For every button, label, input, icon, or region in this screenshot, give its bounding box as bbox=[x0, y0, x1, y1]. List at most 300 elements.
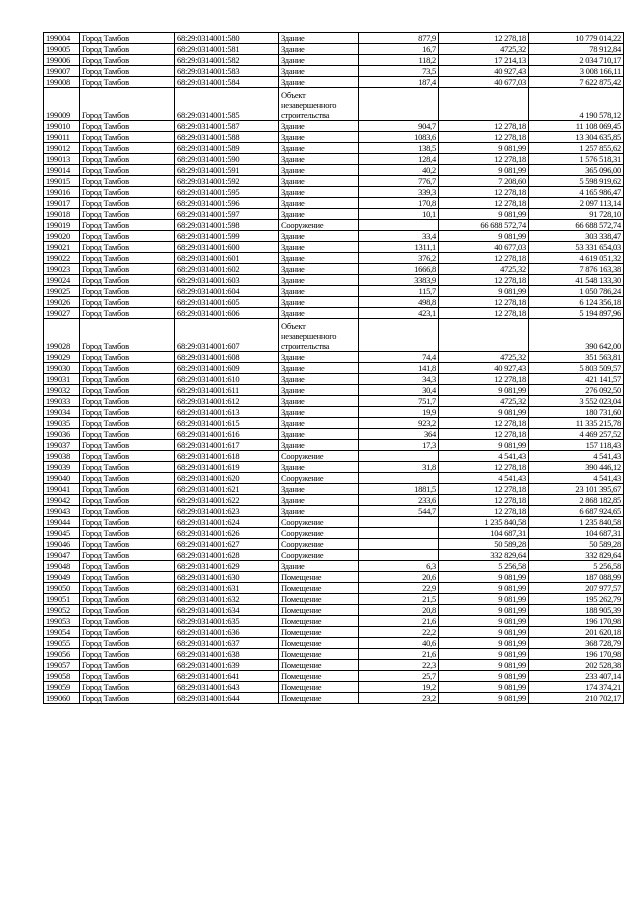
unit-value-cell bbox=[439, 88, 529, 121]
city-cell: Город Тамбов bbox=[80, 682, 175, 693]
cadastral-number-cell: 68:29:0314001:636 bbox=[175, 627, 279, 638]
unit-value-cell: 9 081,99 bbox=[439, 286, 529, 297]
cadastral-number-cell: 68:29:0314001:580 bbox=[175, 33, 279, 44]
table-row bbox=[44, 374, 624, 385]
cadastral-number-cell: 68:29:0314001:581 bbox=[175, 44, 279, 55]
city-cell: Город Тамбов bbox=[80, 660, 175, 671]
table-row bbox=[44, 572, 624, 583]
row-number-cell: 199038 bbox=[44, 451, 80, 462]
row-number-cell: 199033 bbox=[44, 396, 80, 407]
row-number-cell: 199039 bbox=[44, 462, 80, 473]
cadastral-value-cell: 233 407,14 bbox=[529, 671, 624, 682]
area-cell: 1666,8 bbox=[359, 264, 439, 275]
cadastral-number-cell: 68:29:0314001:620 bbox=[175, 473, 279, 484]
area-cell: 19,2 bbox=[359, 682, 439, 693]
object-type-cell: Помещение bbox=[279, 660, 359, 671]
row-number-cell: 199029 bbox=[44, 352, 80, 363]
cadastral-number-cell: 68:29:0314001:631 bbox=[175, 583, 279, 594]
unit-value-cell: 12 278,18 bbox=[439, 429, 529, 440]
table-row bbox=[44, 143, 624, 154]
area-cell: 233,6 bbox=[359, 495, 439, 506]
unit-value-cell: 9 081,99 bbox=[439, 671, 529, 682]
row-number-cell: 199047 bbox=[44, 550, 80, 561]
cadastral-number-cell: 68:29:0314001:602 bbox=[175, 264, 279, 275]
cadastral-value-cell: 195 262,79 bbox=[529, 594, 624, 605]
table-row bbox=[44, 121, 624, 132]
row-number-cell: 199054 bbox=[44, 627, 80, 638]
table-row bbox=[44, 275, 624, 286]
object-type-cell: Сооружение bbox=[279, 473, 359, 484]
city-cell: Город Тамбов bbox=[80, 121, 175, 132]
unit-value-cell: 9 081,99 bbox=[439, 682, 529, 693]
table-row bbox=[44, 407, 624, 418]
table-row bbox=[44, 319, 624, 352]
area-cell bbox=[359, 451, 439, 462]
unit-value-cell: 9 081,99 bbox=[439, 693, 529, 704]
city-cell: Город Тамбов bbox=[80, 407, 175, 418]
city-cell: Город Тамбов bbox=[80, 176, 175, 187]
row-number-cell: 199037 bbox=[44, 440, 80, 451]
cadastral-value-cell: 1 576 518,31 bbox=[529, 154, 624, 165]
cadastral-number-cell: 68:29:0314001:597 bbox=[175, 209, 279, 220]
row-number-cell: 199031 bbox=[44, 374, 80, 385]
cadastral-value-cell: 196 170,98 bbox=[529, 649, 624, 660]
area-cell: 187,4 bbox=[359, 77, 439, 88]
cadastral-value-cell: 6 687 924,65 bbox=[529, 506, 624, 517]
row-number-cell: 199048 bbox=[44, 561, 80, 572]
unit-value-cell: 9 081,99 bbox=[439, 616, 529, 627]
object-type-cell: Объект незавершенного строительства bbox=[279, 88, 359, 121]
cadastral-number-cell: 68:29:0314001:598 bbox=[175, 220, 279, 231]
row-number-cell: 199055 bbox=[44, 638, 80, 649]
row-number-cell: 199018 bbox=[44, 209, 80, 220]
cadastral-value-cell: 104 687,31 bbox=[529, 528, 624, 539]
row-number-cell: 199025 bbox=[44, 286, 80, 297]
unit-value-cell: 12 278,18 bbox=[439, 121, 529, 132]
row-number-cell: 199059 bbox=[44, 682, 80, 693]
object-type-cell: Сооружение bbox=[279, 220, 359, 231]
table-row bbox=[44, 561, 624, 572]
object-type-cell: Здание bbox=[279, 429, 359, 440]
table-row bbox=[44, 33, 624, 44]
row-number-cell: 199030 bbox=[44, 363, 80, 374]
cadastral-value-cell: 303 338,47 bbox=[529, 231, 624, 242]
table-row bbox=[44, 253, 624, 264]
cadastral-value-cell: 53 331 654,03 bbox=[529, 242, 624, 253]
unit-value-cell: 12 278,18 bbox=[439, 275, 529, 286]
city-cell: Город Тамбов bbox=[80, 143, 175, 154]
object-type-cell: Помещение bbox=[279, 583, 359, 594]
table-row bbox=[44, 286, 624, 297]
cadastral-value-cell: 4 165 986,47 bbox=[529, 187, 624, 198]
object-type-cell: Здание bbox=[279, 55, 359, 66]
row-number-cell: 199032 bbox=[44, 385, 80, 396]
city-cell: Город Тамбов bbox=[80, 517, 175, 528]
cadastral-number-cell: 68:29:0314001:606 bbox=[175, 308, 279, 319]
area-cell: 904,7 bbox=[359, 121, 439, 132]
object-type-cell: Объект незавершенного строительства bbox=[279, 319, 359, 352]
unit-value-cell: 104 687,31 bbox=[439, 528, 529, 539]
unit-value-cell: 12 278,18 bbox=[439, 297, 529, 308]
city-cell: Город Тамбов bbox=[80, 561, 175, 572]
object-type-cell: Здание bbox=[279, 176, 359, 187]
city-cell: Город Тамбов bbox=[80, 198, 175, 209]
cadastral-value-cell: 368 728,79 bbox=[529, 638, 624, 649]
cadastral-number-cell: 68:29:0314001:621 bbox=[175, 484, 279, 495]
cadastral-number-cell: 68:29:0314001:599 bbox=[175, 231, 279, 242]
table-row bbox=[44, 660, 624, 671]
row-number-cell: 199010 bbox=[44, 121, 80, 132]
row-number-cell: 199043 bbox=[44, 506, 80, 517]
area-cell: 751,7 bbox=[359, 396, 439, 407]
unit-value-cell: 4725,32 bbox=[439, 44, 529, 55]
table-row bbox=[44, 627, 624, 638]
unit-value-cell: 12 278,18 bbox=[439, 132, 529, 143]
cadastral-value-cell: 91 728,10 bbox=[529, 209, 624, 220]
area-cell: 16,7 bbox=[359, 44, 439, 55]
table-row bbox=[44, 385, 624, 396]
unit-value-cell: 9 081,99 bbox=[439, 143, 529, 154]
area-cell: 3383,9 bbox=[359, 275, 439, 286]
cadastral-value-cell: 3 008 166,11 bbox=[529, 66, 624, 77]
city-cell: Город Тамбов bbox=[80, 451, 175, 462]
unit-value-cell: 7 208,60 bbox=[439, 176, 529, 187]
city-cell: Город Тамбов bbox=[80, 616, 175, 627]
city-cell: Город Тамбов bbox=[80, 418, 175, 429]
object-type-cell: Здание bbox=[279, 385, 359, 396]
unit-value-cell: 9 081,99 bbox=[439, 627, 529, 638]
unit-value-cell: 12 278,18 bbox=[439, 484, 529, 495]
table-row bbox=[44, 462, 624, 473]
area-cell: 1881,5 bbox=[359, 484, 439, 495]
cadastral-number-cell: 68:29:0314001:627 bbox=[175, 539, 279, 550]
cadastral-number-cell: 68:29:0314001:616 bbox=[175, 429, 279, 440]
table-row bbox=[44, 297, 624, 308]
object-type-cell: Сооружение bbox=[279, 528, 359, 539]
object-type-cell: Здание bbox=[279, 363, 359, 374]
cadastral-number-cell: 68:29:0314001:603 bbox=[175, 275, 279, 286]
unit-value-cell: 12 278,18 bbox=[439, 33, 529, 44]
table-row bbox=[44, 583, 624, 594]
city-cell: Город Тамбов bbox=[80, 363, 175, 374]
cadastral-number-cell: 68:29:0314001:585 bbox=[175, 88, 279, 121]
cadastral-value-cell: 1 235 840,58 bbox=[529, 517, 624, 528]
cadastral-number-cell: 68:29:0314001:582 bbox=[175, 55, 279, 66]
city-cell: Город Тамбов bbox=[80, 539, 175, 550]
table-row bbox=[44, 165, 624, 176]
row-number-cell: 199014 bbox=[44, 165, 80, 176]
cadastral-number-cell: 68:29:0314001:629 bbox=[175, 561, 279, 572]
table-row bbox=[44, 66, 624, 77]
area-cell bbox=[359, 220, 439, 231]
cadastral-value-cell: 41 548 133,30 bbox=[529, 275, 624, 286]
city-cell: Город Тамбов bbox=[80, 231, 175, 242]
area-cell: 170,8 bbox=[359, 198, 439, 209]
table-row bbox=[44, 429, 624, 440]
row-number-cell: 199011 bbox=[44, 132, 80, 143]
area-cell: 31,8 bbox=[359, 462, 439, 473]
area-cell: 544,7 bbox=[359, 506, 439, 517]
object-type-cell: Здание bbox=[279, 231, 359, 242]
cadastral-value-cell: 11 108 069,45 bbox=[529, 121, 624, 132]
cadastral-number-cell: 68:29:0314001:635 bbox=[175, 616, 279, 627]
area-cell: 376,2 bbox=[359, 253, 439, 264]
cadastral-value-cell: 7 876 163,38 bbox=[529, 264, 624, 275]
cadastral-number-cell: 68:29:0314001:612 bbox=[175, 396, 279, 407]
cadastral-value-cell: 5 256,58 bbox=[529, 561, 624, 572]
unit-value-cell: 12 278,18 bbox=[439, 495, 529, 506]
city-cell: Город Тамбов bbox=[80, 528, 175, 539]
cadastral-value-cell: 188 905,39 bbox=[529, 605, 624, 616]
row-number-cell: 199020 bbox=[44, 231, 80, 242]
object-type-cell: Сооружение bbox=[279, 517, 359, 528]
row-number-cell: 199022 bbox=[44, 253, 80, 264]
table-row bbox=[44, 495, 624, 506]
cadastral-value-cell: 10 779 014,22 bbox=[529, 33, 624, 44]
area-cell: 6,3 bbox=[359, 561, 439, 572]
city-cell: Город Тамбов bbox=[80, 132, 175, 143]
table-row bbox=[44, 473, 624, 484]
document-page bbox=[43, 32, 623, 704]
row-number-cell: 199053 bbox=[44, 616, 80, 627]
unit-value-cell: 9 081,99 bbox=[439, 583, 529, 594]
city-cell: Город Тамбов bbox=[80, 308, 175, 319]
area-cell bbox=[359, 550, 439, 561]
unit-value-cell: 40 677,03 bbox=[439, 242, 529, 253]
object-type-cell: Здание bbox=[279, 462, 359, 473]
city-cell: Город Тамбов bbox=[80, 594, 175, 605]
cadastral-value-cell: 421 141,57 bbox=[529, 374, 624, 385]
table-row bbox=[44, 264, 624, 275]
city-cell: Город Тамбов bbox=[80, 605, 175, 616]
object-type-cell: Здание bbox=[279, 396, 359, 407]
table-row bbox=[44, 605, 624, 616]
city-cell: Город Тамбов bbox=[80, 627, 175, 638]
cadastral-number-cell: 68:29:0314001:600 bbox=[175, 242, 279, 253]
area-cell: 20,6 bbox=[359, 572, 439, 583]
area-cell bbox=[359, 88, 439, 121]
row-number-cell: 199015 bbox=[44, 176, 80, 187]
cadastral-value-cell: 4 619 051,32 bbox=[529, 253, 624, 264]
cadastral-value-cell: 4 541,43 bbox=[529, 473, 624, 484]
object-type-cell: Здание bbox=[279, 407, 359, 418]
cadastral-value-cell: 201 620,18 bbox=[529, 627, 624, 638]
row-number-cell: 199041 bbox=[44, 484, 80, 495]
unit-value-cell: 40 927,43 bbox=[439, 363, 529, 374]
area-cell: 138,5 bbox=[359, 143, 439, 154]
table-row bbox=[44, 418, 624, 429]
unit-value-cell: 9 081,99 bbox=[439, 594, 529, 605]
table-row bbox=[44, 451, 624, 462]
row-number-cell: 199024 bbox=[44, 275, 80, 286]
area-cell bbox=[359, 528, 439, 539]
city-cell: Город Тамбов bbox=[80, 66, 175, 77]
object-type-cell: Помещение bbox=[279, 638, 359, 649]
city-cell: Город Тамбов bbox=[80, 550, 175, 561]
object-type-cell: Сооружение bbox=[279, 539, 359, 550]
table-row bbox=[44, 693, 624, 704]
cadastral-number-cell: 68:29:0314001:591 bbox=[175, 165, 279, 176]
row-number-cell: 199035 bbox=[44, 418, 80, 429]
unit-value-cell: 4 541,43 bbox=[439, 473, 529, 484]
row-number-cell: 199057 bbox=[44, 660, 80, 671]
unit-value-cell: 12 278,18 bbox=[439, 198, 529, 209]
unit-value-cell: 5 256,58 bbox=[439, 561, 529, 572]
unit-value-cell: 12 278,18 bbox=[439, 374, 529, 385]
object-type-cell: Помещение bbox=[279, 671, 359, 682]
table-row bbox=[44, 187, 624, 198]
unit-value-cell: 12 278,18 bbox=[439, 506, 529, 517]
unit-value-cell: 12 278,18 bbox=[439, 154, 529, 165]
unit-value-cell: 1 235 840,58 bbox=[439, 517, 529, 528]
table-row bbox=[44, 649, 624, 660]
object-type-cell: Здание bbox=[279, 286, 359, 297]
object-type-cell: Здание bbox=[279, 44, 359, 55]
city-cell: Город Тамбов bbox=[80, 33, 175, 44]
city-cell: Город Тамбов bbox=[80, 165, 175, 176]
cadastral-value-cell: 13 304 635,85 bbox=[529, 132, 624, 143]
table-body bbox=[44, 33, 624, 704]
object-type-cell: Помещение bbox=[279, 605, 359, 616]
row-number-cell: 199027 bbox=[44, 308, 80, 319]
cadastral-number-cell: 68:29:0314001:608 bbox=[175, 352, 279, 363]
unit-value-cell: 12 278,18 bbox=[439, 308, 529, 319]
table-row bbox=[44, 242, 624, 253]
city-cell: Город Тамбов bbox=[80, 638, 175, 649]
city-cell: Город Тамбов bbox=[80, 506, 175, 517]
area-cell: 115,7 bbox=[359, 286, 439, 297]
cadastral-value-table bbox=[43, 32, 624, 704]
city-cell: Город Тамбов bbox=[80, 352, 175, 363]
area-cell: 21,5 bbox=[359, 594, 439, 605]
unit-value-cell: 12 278,18 bbox=[439, 187, 529, 198]
object-type-cell: Здание bbox=[279, 253, 359, 264]
area-cell: 19,9 bbox=[359, 407, 439, 418]
cadastral-number-cell: 68:29:0314001:609 bbox=[175, 363, 279, 374]
row-number-cell: 199052 bbox=[44, 605, 80, 616]
table-row bbox=[44, 440, 624, 451]
cadastral-number-cell: 68:29:0314001:641 bbox=[175, 671, 279, 682]
area-cell bbox=[359, 517, 439, 528]
city-cell: Город Тамбов bbox=[80, 319, 175, 352]
city-cell: Город Тамбов bbox=[80, 88, 175, 121]
area-cell: 21,6 bbox=[359, 649, 439, 660]
cadastral-number-cell: 68:29:0314001:622 bbox=[175, 495, 279, 506]
area-cell: 25,7 bbox=[359, 671, 439, 682]
cadastral-number-cell: 68:29:0314001:637 bbox=[175, 638, 279, 649]
table-row bbox=[44, 528, 624, 539]
city-cell: Город Тамбов bbox=[80, 572, 175, 583]
city-cell: Город Тамбов bbox=[80, 671, 175, 682]
area-cell: 128,4 bbox=[359, 154, 439, 165]
cadastral-number-cell: 68:29:0314001:588 bbox=[175, 132, 279, 143]
unit-value-cell: 12 278,18 bbox=[439, 418, 529, 429]
table-row bbox=[44, 550, 624, 561]
row-number-cell: 199004 bbox=[44, 33, 80, 44]
table-row bbox=[44, 77, 624, 88]
city-cell: Город Тамбов bbox=[80, 275, 175, 286]
row-number-cell: 199006 bbox=[44, 55, 80, 66]
city-cell: Город Тамбов bbox=[80, 484, 175, 495]
area-cell: 33,4 bbox=[359, 231, 439, 242]
unit-value-cell: 9 081,99 bbox=[439, 165, 529, 176]
area-cell: 339,3 bbox=[359, 187, 439, 198]
object-type-cell: Здание bbox=[279, 440, 359, 451]
city-cell: Город Тамбов bbox=[80, 55, 175, 66]
area-cell: 423,1 bbox=[359, 308, 439, 319]
row-number-cell: 199051 bbox=[44, 594, 80, 605]
table-row bbox=[44, 352, 624, 363]
object-type-cell: Сооружение bbox=[279, 451, 359, 462]
area-cell: 20,8 bbox=[359, 605, 439, 616]
cadastral-number-cell: 68:29:0314001:607 bbox=[175, 319, 279, 352]
object-type-cell: Здание bbox=[279, 143, 359, 154]
area-cell: 22,2 bbox=[359, 627, 439, 638]
cadastral-value-cell: 180 731,60 bbox=[529, 407, 624, 418]
cadastral-number-cell: 68:29:0314001:605 bbox=[175, 297, 279, 308]
cadastral-number-cell: 68:29:0314001:604 bbox=[175, 286, 279, 297]
table-row bbox=[44, 517, 624, 528]
object-type-cell: Помещение bbox=[279, 572, 359, 583]
cadastral-value-cell: 4 541,43 bbox=[529, 451, 624, 462]
unit-value-cell: 9 081,99 bbox=[439, 660, 529, 671]
city-cell: Город Тамбов bbox=[80, 693, 175, 704]
object-type-cell: Здание bbox=[279, 209, 359, 220]
cadastral-number-cell: 68:29:0314001:615 bbox=[175, 418, 279, 429]
table-row bbox=[44, 396, 624, 407]
unit-value-cell: 4725,32 bbox=[439, 352, 529, 363]
object-type-cell: Здание bbox=[279, 297, 359, 308]
cadastral-value-cell: 2 097 113,14 bbox=[529, 198, 624, 209]
area-cell: 34,3 bbox=[359, 374, 439, 385]
cadastral-number-cell: 68:29:0314001:617 bbox=[175, 440, 279, 451]
object-type-cell: Здание bbox=[279, 77, 359, 88]
table-row bbox=[44, 44, 624, 55]
object-type-cell: Помещение bbox=[279, 649, 359, 660]
area-cell: 877,9 bbox=[359, 33, 439, 44]
cadastral-value-cell: 202 528,38 bbox=[529, 660, 624, 671]
object-type-cell: Здание bbox=[279, 495, 359, 506]
row-number-cell: 199021 bbox=[44, 242, 80, 253]
cadastral-number-cell: 68:29:0314001:618 bbox=[175, 451, 279, 462]
row-number-cell: 199009 bbox=[44, 88, 80, 121]
row-number-cell: 199007 bbox=[44, 66, 80, 77]
cadastral-value-cell: 3 552 023,04 bbox=[529, 396, 624, 407]
area-cell: 1083,6 bbox=[359, 132, 439, 143]
area-cell: 22,9 bbox=[359, 583, 439, 594]
table-row bbox=[44, 484, 624, 495]
area-cell: 141,8 bbox=[359, 363, 439, 374]
city-cell: Город Тамбов bbox=[80, 583, 175, 594]
cadastral-number-cell: 68:29:0314001:584 bbox=[175, 77, 279, 88]
cadastral-number-cell: 68:29:0314001:583 bbox=[175, 66, 279, 77]
city-cell: Город Тамбов bbox=[80, 77, 175, 88]
cadastral-value-cell: 1 050 786,24 bbox=[529, 286, 624, 297]
cadastral-value-cell: 5 598 919,62 bbox=[529, 176, 624, 187]
table-row bbox=[44, 682, 624, 693]
unit-value-cell: 9 081,99 bbox=[439, 407, 529, 418]
area-cell: 21,6 bbox=[359, 616, 439, 627]
row-number-cell: 199013 bbox=[44, 154, 80, 165]
object-type-cell: Здание bbox=[279, 275, 359, 286]
area-cell: 74,4 bbox=[359, 352, 439, 363]
row-number-cell: 199012 bbox=[44, 143, 80, 154]
object-type-cell: Здание bbox=[279, 264, 359, 275]
cadastral-value-cell: 207 977,57 bbox=[529, 583, 624, 594]
city-cell: Город Тамбов bbox=[80, 286, 175, 297]
cadastral-value-cell: 66 688 572,74 bbox=[529, 220, 624, 231]
area-cell: 364 bbox=[359, 429, 439, 440]
